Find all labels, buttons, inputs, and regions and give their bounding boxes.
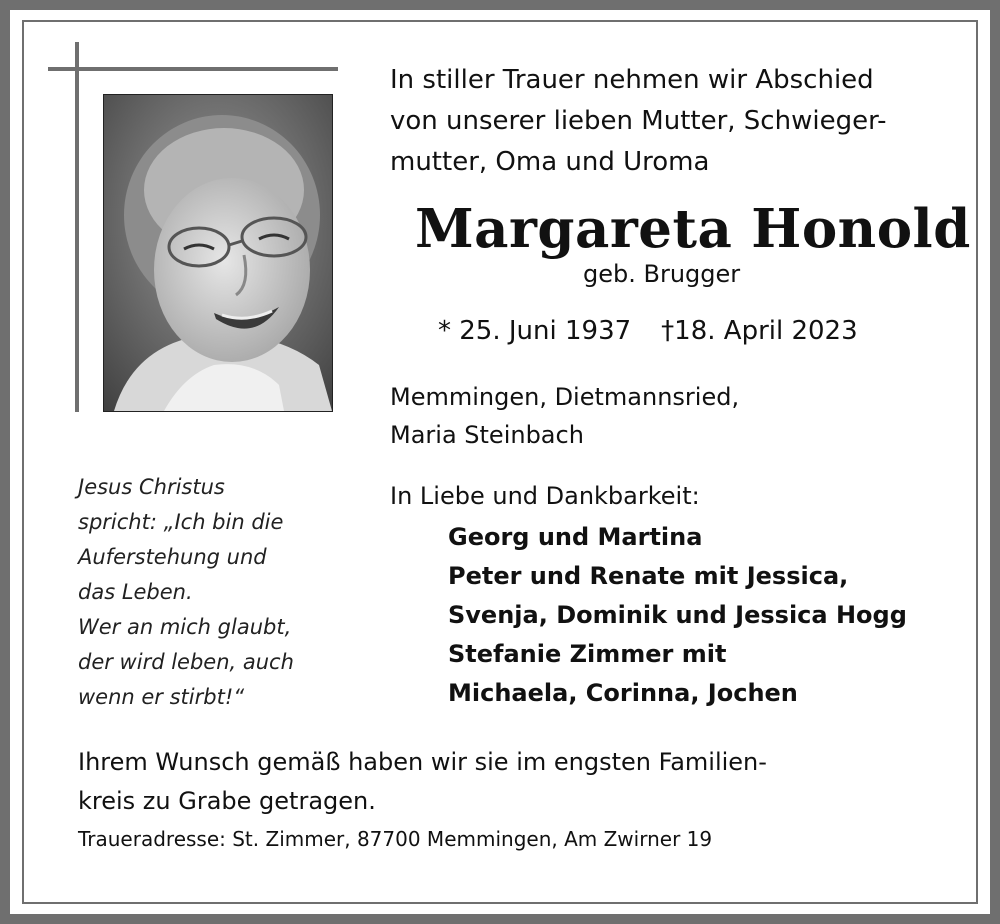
obituary-card [10, 10, 990, 914]
verse-line: Auferstehung und [78, 545, 267, 569]
intro-line: In stiller Trauer nehmen wir Abschied [390, 65, 874, 95]
mourner-line: Peter und Renate mit Jessica, [448, 562, 849, 590]
mourner-line: Stefanie Zimmer mit [448, 640, 727, 668]
deceased-name: Margareta Honold [415, 198, 971, 260]
verse-line: der wird leben, auch [78, 650, 294, 674]
mourner-line: Svenja, Dominik und Jessica Hogg [448, 601, 907, 629]
mourners-intro: In Liebe und Dankbarkeit: [390, 482, 700, 510]
life-dates [438, 316, 858, 346]
maiden-name: geb. Brugger [583, 260, 741, 288]
death-date: †18. April 2023 [661, 316, 858, 346]
intro-text [390, 60, 886, 183]
verse-line: spricht: „Ich bin die [78, 510, 284, 534]
mourner-line: Michaela, Corinna, Jochen [448, 679, 798, 707]
place-line: Maria Steinbach [390, 421, 584, 449]
birth-date: * 25. Juni 1937 [438, 316, 632, 346]
cross-vertical-bar [75, 42, 79, 412]
mourners-list [448, 518, 907, 713]
mourning-address: Traueradresse: St. Zimmer, 87700 Memmingen, Am Zwirner 19 [78, 827, 713, 851]
note-line: kreis zu Grabe getragen. [78, 787, 376, 815]
cross-horizontal-bar [48, 67, 338, 71]
portrait-photo [103, 94, 333, 412]
burial-note [78, 743, 767, 821]
verse-line: das Leben. [78, 580, 193, 604]
intro-line: mutter, Oma und Uroma [390, 147, 710, 177]
verse-line: Wer an mich glaubt, [78, 615, 292, 639]
verse-line: wenn er stirbt!“ [78, 685, 245, 709]
intro-line: von unserer lieben Mutter, Schwieger- [390, 106, 887, 136]
place-line: Memmingen, Dietmannsried, [390, 383, 740, 411]
places [390, 378, 739, 454]
verse-line: Jesus Christus [78, 475, 225, 499]
mourner-line: Georg und Martina [448, 523, 703, 551]
note-line: Ihrem Wunsch gemäß haben wir sie im engsten Familien- [78, 748, 767, 776]
bible-verse [78, 470, 294, 715]
